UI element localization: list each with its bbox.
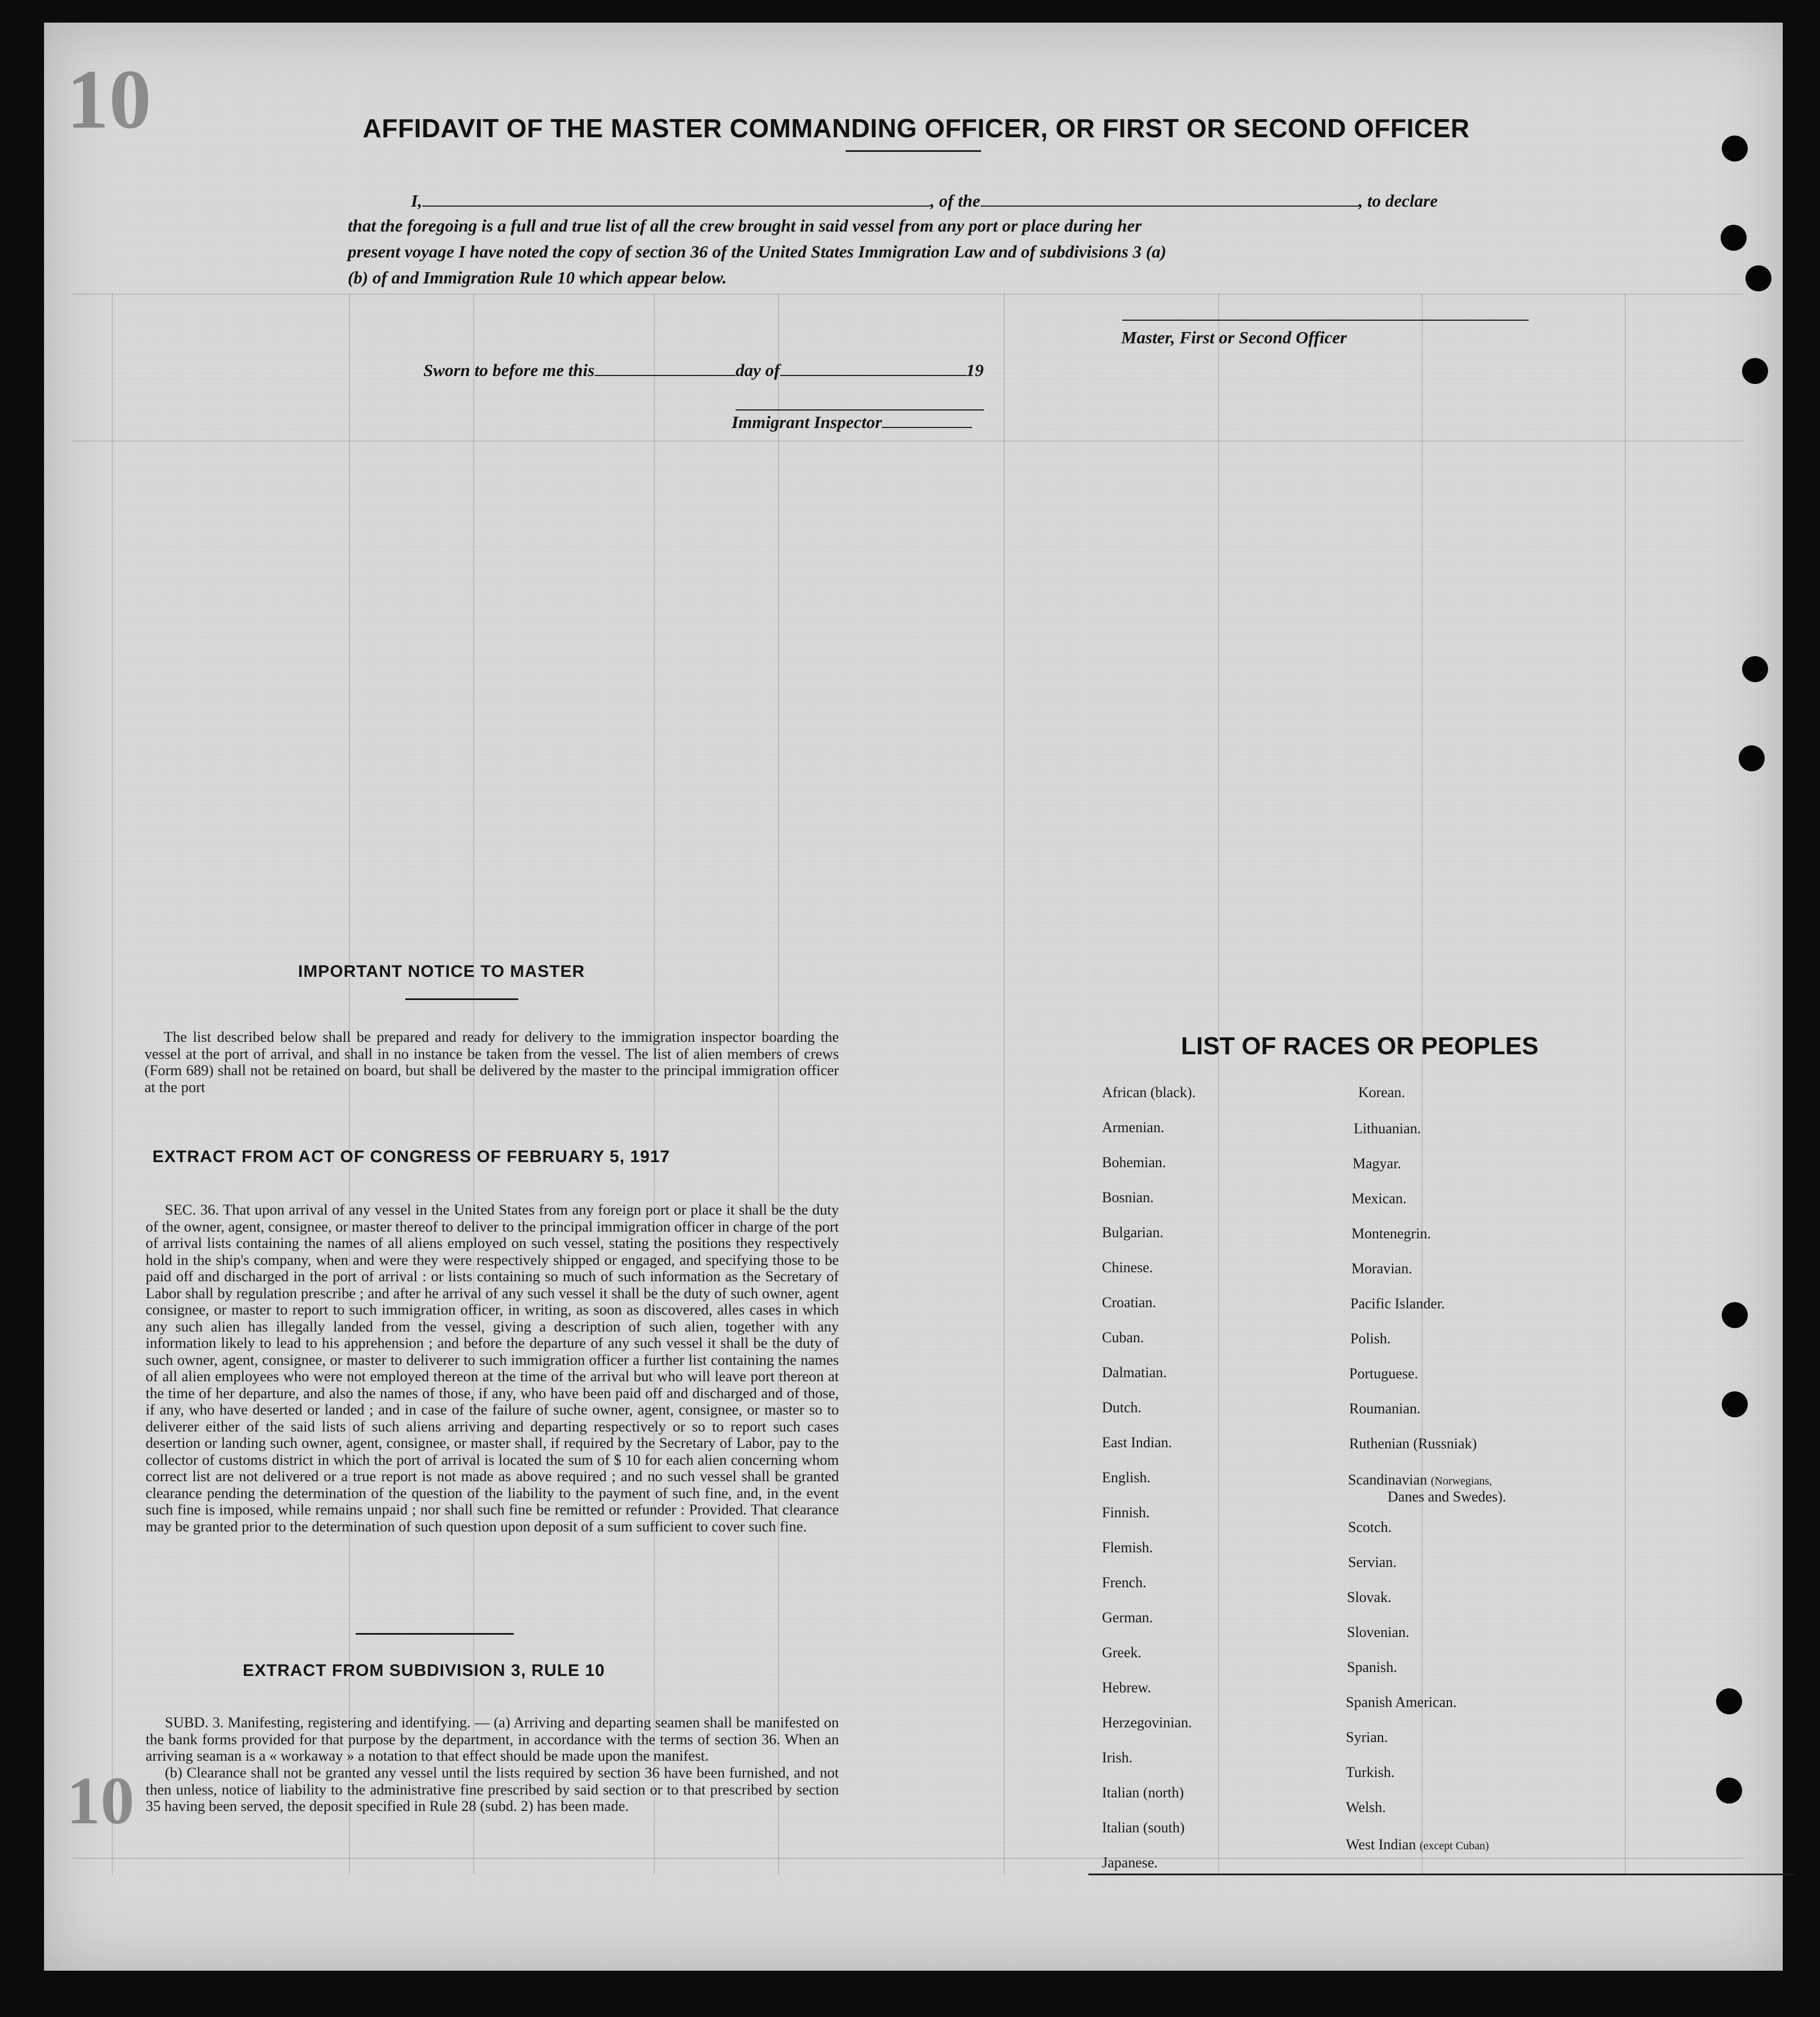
rule-extract-text-b: (b) Clearance shall not be granted any vessel until the lists required by section 36 have been furnished, and not then unless, notice of liability to the administrative fine prescribed by said section or to that prescribed by section 35 having been served, the deposit specified in Rule 28 (subd. 2) has been made. bbox=[146, 1764, 839, 1814]
race-item: Moravian. bbox=[1351, 1260, 1412, 1277]
punch-hole bbox=[1716, 1688, 1742, 1714]
ink-mark: 10 bbox=[67, 1763, 134, 1838]
race-item: Flemish. bbox=[1102, 1539, 1153, 1556]
race-item: Dalmatian. bbox=[1102, 1364, 1167, 1381]
race-item: Herzegovinian. bbox=[1102, 1714, 1192, 1731]
race-item: Bulgarian. bbox=[1102, 1224, 1164, 1241]
race-item: English. bbox=[1102, 1469, 1150, 1486]
race-item: Cuban. bbox=[1102, 1329, 1144, 1346]
race-item-west-indian: West Indian (except Cuban) bbox=[1346, 1836, 1489, 1853]
extract-rule bbox=[356, 1633, 514, 1635]
bleed-through-line bbox=[1218, 294, 1219, 1875]
race-item: Spanish American. bbox=[1346, 1694, 1457, 1710]
race-item: French. bbox=[1102, 1574, 1147, 1591]
affidavit-title: AFFIDAVIT OF THE MASTER COMMANDING OFFICER, OR FIRST OR SECOND OFFICER bbox=[362, 113, 1470, 143]
race-item-scandinavian: Scandinavian (Norwegians, bbox=[1348, 1472, 1492, 1488]
notice-rule bbox=[405, 998, 518, 1000]
affidavit-line-2: that the foregoing is a full and true list of all the crew brought in said vessel from any port or place during her bbox=[348, 216, 1142, 235]
document-sheet bbox=[44, 23, 1783, 1971]
punch-hole bbox=[1716, 1778, 1742, 1804]
affidavit-line-3: present voyage I have noted the copy of section 36 of the United States Immigration Law and of subdivisions 3 (a) bbox=[348, 242, 1167, 261]
bleed-through-line bbox=[72, 1858, 1743, 1859]
signature-line bbox=[1122, 320, 1529, 321]
race-item: Hebrew. bbox=[1102, 1679, 1152, 1696]
punch-hole bbox=[1739, 745, 1765, 771]
race-item: Polish. bbox=[1350, 1330, 1391, 1347]
punch-hole bbox=[1722, 136, 1748, 161]
signature-label: Master, First or Second Officer bbox=[1121, 328, 1347, 347]
bleed-through-line bbox=[72, 294, 1743, 295]
punch-hole bbox=[1721, 225, 1747, 251]
race-item: Korean. bbox=[1358, 1084, 1406, 1101]
bleed-through-line bbox=[112, 294, 113, 1875]
bottom-rule bbox=[1088, 1874, 1794, 1875]
punch-hole bbox=[1722, 1302, 1748, 1328]
race-item: Ruthenian (Russniak) bbox=[1349, 1435, 1477, 1452]
race-note: Danes and Swedes). bbox=[1388, 1488, 1507, 1505]
race-item: Turkish. bbox=[1346, 1764, 1395, 1780]
inspector-signature-line bbox=[736, 409, 984, 411]
notice-heading: IMPORTANT NOTICE TO MASTER bbox=[298, 962, 585, 981]
rule-extract-text-a: SUBD. 3. Manifesting, registering and identifying. — (a) Arriving and departing seamen shall be manifested on the bank forms provided for that purpose by the department, in accordance with the terms of section 36. When an arriving seaman is a « workaway » a notation to that effect should be made upon the manifest. bbox=[146, 1714, 839, 1764]
punch-hole bbox=[1742, 358, 1768, 384]
race-item: Montenegrin. bbox=[1351, 1225, 1431, 1242]
affidavit-line-1: I, , of the , to declare bbox=[411, 191, 1438, 211]
race-item: Bosnian. bbox=[1102, 1189, 1154, 1206]
race-item: East Indian. bbox=[1102, 1434, 1172, 1451]
race-item: Lithuanian. bbox=[1354, 1120, 1421, 1137]
rule-extract-heading: EXTRACT FROM SUBDIVISION 3, RULE 10 bbox=[243, 1661, 605, 1680]
bleed-through-line bbox=[1421, 294, 1423, 1875]
inspector-label: Immigrant Inspector bbox=[732, 411, 972, 433]
race-item: Irish. bbox=[1102, 1749, 1133, 1766]
bleed-through-line bbox=[1004, 294, 1005, 1875]
race-item: Croatian. bbox=[1102, 1294, 1157, 1311]
act-extract-text: SEC. 36. That upon arrival of any vessel in the United States from any foreign port or place it shall be the duty of the owner, agent, consignee, or master thereof to deliver to the principal immigration officer in charge of the port of arrival lists containing the names of all aliens employed on such vessel, stating the positions they respectively hold in the ship's company, when and were they were respectively shipped or engaged, and specifying those to be paid off and discharged in the port of arrival : or lists containing so much of such information as the Secretary of Labor shall by regulation prescribe ; and after he arrival of any such vessel it shall be the duty of such owner, agent consignee, or master to report to such immigration officer, in writing, as soon as discovered, alles cases in which any such alien has illegally landed from the vessel, giving a description of such alien, together with any information likely to lead to his apprehension ; and before the departure of any such vessel it shall be the duty of such owner, agent, consignee, or master to deliverer to such immigration officer a further list containing the names of all alien employees who were not employed thereon at the time of the arrival but who will leave port thereon at the time of her departure, and also the names of those, if any, who have been paid off and discharged and of those, if any, who have deserted or landed ; and in case of the failure of suche owner, agent, consignee, or master so to deliverer either of the said lists of such aliens arriving and departing respectively or so to report such cases desertion or landing such owner, agent, consignee, or master shall, if required by the Secretary of Labor, pay to the collector of customs district in which the port of arrival is located the sum of $ 10 for each alien concerning whom correct list are not delivered or a true report is not made as above required ; and no such vessel shall be granted clearance pending the determination of the question of the liability to the payment of such fine, and, in the event such fine is imposed, while remains unpaid ; nor shall such fine be remitted or refunder : Provided. That clearance may be granted prior to the determination of such question upon deposit of a sum sufficient to cover such fine. bbox=[146, 1201, 839, 1535]
race-item: Magyar. bbox=[1353, 1155, 1401, 1172]
ink-mark: 10 bbox=[67, 53, 151, 146]
race-item: Chinese. bbox=[1102, 1259, 1153, 1276]
race-item: African (black). bbox=[1102, 1084, 1196, 1101]
punch-hole bbox=[1742, 656, 1768, 682]
race-item: Japanese. bbox=[1102, 1854, 1158, 1871]
race-item: Portuguese. bbox=[1349, 1365, 1419, 1382]
race-item: Bohemian. bbox=[1102, 1154, 1166, 1171]
race-item: Spanish. bbox=[1347, 1659, 1397, 1675]
race-item: Slovenian. bbox=[1347, 1624, 1410, 1640]
punch-hole bbox=[1722, 1391, 1748, 1417]
bleed-through-line bbox=[1625, 294, 1626, 1875]
bleed-through-line bbox=[72, 440, 1743, 442]
sworn-line: Sworn to before me this day of 19 bbox=[423, 360, 984, 380]
race-item: Dutch. bbox=[1102, 1399, 1142, 1416]
title-rule bbox=[846, 150, 981, 152]
race-item: Roumanian. bbox=[1349, 1400, 1421, 1417]
punch-hole bbox=[1745, 265, 1771, 291]
race-item: Welsh. bbox=[1346, 1799, 1386, 1815]
act-extract-heading: EXTRACT FROM ACT OF CONGRESS OF FEBRUARY 5, 1917 bbox=[152, 1147, 670, 1166]
race-item: Italian (south) bbox=[1102, 1819, 1185, 1836]
race-item: Pacific Islander. bbox=[1350, 1295, 1445, 1312]
notice-text: The list described below shall be prepared and ready for delivery to the immigration inspector boarding the vessel at the port of arrival, and shall in no instance be taken from the vessel. The list of alien members of crews (Form 689) shall not be retained on board, but shall be delivered by the master to the principal immigration officer at the port bbox=[145, 1028, 839, 1095]
race-item: Slovak. bbox=[1347, 1589, 1392, 1605]
race-item: Armenian. bbox=[1102, 1119, 1165, 1136]
race-item: Italian (north) bbox=[1102, 1784, 1184, 1801]
affidavit-line-4: (b) of and Immigration Rule 10 which appear below. bbox=[348, 268, 727, 287]
race-item: Syrian. bbox=[1346, 1729, 1388, 1745]
races-title: LIST OF RACES OR PEOPLES bbox=[1181, 1032, 1539, 1060]
race-item: Greek. bbox=[1102, 1644, 1142, 1661]
race-item: Servian. bbox=[1348, 1554, 1397, 1570]
race-item: German. bbox=[1102, 1609, 1153, 1626]
race-item: Mexican. bbox=[1351, 1190, 1407, 1207]
race-item: Finnish. bbox=[1102, 1504, 1150, 1521]
race-item: Scotch. bbox=[1348, 1519, 1392, 1535]
